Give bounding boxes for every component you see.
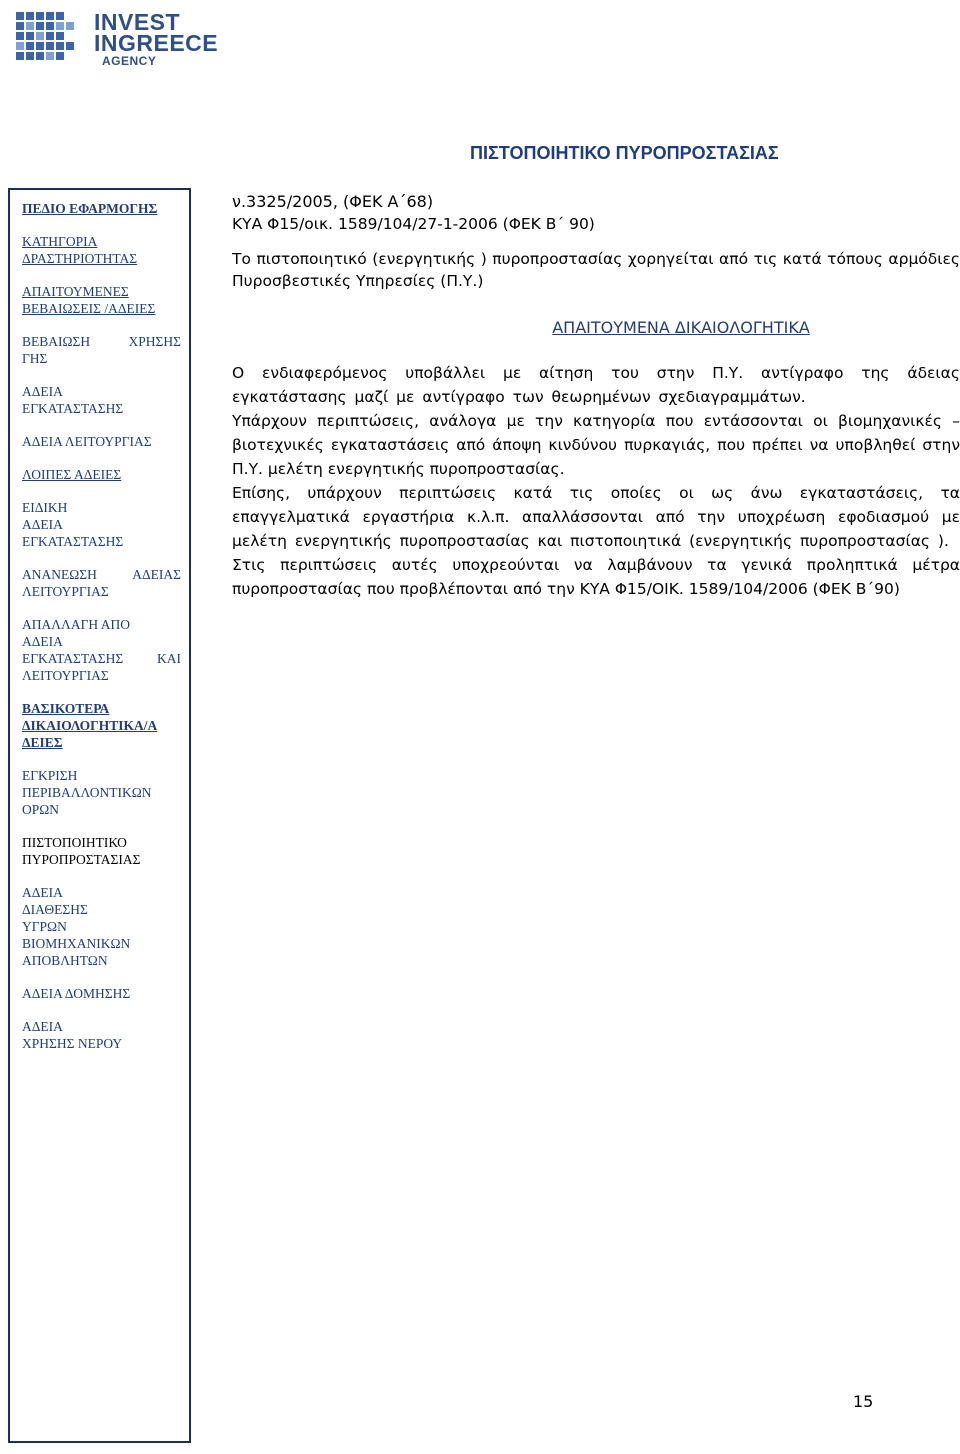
- sidebar-item-label: ΑΔΕΙΑ: [22, 634, 63, 649]
- sidebar-item-label: ΑΔΕΙΑ: [22, 1019, 63, 1034]
- sidebar-item-industrial-waste-permit[interactable]: [22, 884, 181, 969]
- logo-line-3: AGENCY: [102, 54, 157, 68]
- logo-wordmark: [94, 9, 219, 68]
- body-paragraph: Στις περιπτώσεις αυτές υποχρεούνται να λαμβάνουν τα γενικά προληπτικά μέτρα πυροπροστασίας που προβλέπονται από την ΚΥΑ Φ15/ΟΙΚ. 1589/104/2006 (ΦΕΚ Β΄90): [232, 556, 960, 598]
- sidebar-item-label: ΒΙΟΜΗΧΑΝΙΚΩΝ: [22, 936, 131, 951]
- sidebar-item-label: ΕΙΔΙΚΗ: [22, 500, 68, 515]
- sidebar-item-label: ΑΔΕΙΑ: [22, 885, 63, 900]
- sidebar-item-label: ΒΕΒΑΙΩΣΗ: [22, 334, 91, 349]
- sidebar-item-environmental-terms[interactable]: ΕΓΚΡΙΣΗ ΠΕΡΙΒΑΛΛΟΝΤΙΚΩΝ ΟΡΩΝ: [22, 768, 152, 817]
- sidebar-item-label: ΑΔΕΙΑΣ: [132, 567, 181, 582]
- sidebar-item-required-certificates[interactable]: ΑΠΑΙΤΟΥΜΕΝΕΣ ΒΕΒΑΙΩΣΕΙΣ /ΑΔΕΙΕΣ: [22, 284, 156, 316]
- sidebar-item-special-installation-permit[interactable]: [22, 499, 181, 550]
- sidebar-item-water-use-permit[interactable]: [22, 1018, 181, 1052]
- sidebar-item-label: ΥΓΡΩΝ: [22, 919, 67, 934]
- sidebar-navigation: [8, 188, 191, 1443]
- sidebar-item-scope[interactable]: ΠΕΔΙΟ ΕΦΑΡΜΟΓΗΣ: [22, 201, 158, 216]
- sidebar-item-label: ΛΕΙΤΟΥΡΓΙΑΣ: [22, 668, 109, 683]
- sidebar-item-label: ΧΡΗΣΗΣ: [128, 334, 181, 349]
- logo-line-1: INVEST: [94, 9, 181, 35]
- agency-emblem-icon: [14, 8, 80, 70]
- sidebar-item-activity-category[interactable]: ΚΑΤΗΓΟΡΙΑ ΔΡΑΣΤΗΡΙΟΤΗΤΑΣ: [22, 234, 138, 266]
- sidebar-item-label: ΚΑΙ: [157, 651, 181, 666]
- sidebar-item-label: ΑΔΕΙΑ: [22, 517, 63, 532]
- sidebar-item-label: ΧΡΗΣΗΣ ΝΕΡΟΥ: [22, 1036, 123, 1051]
- logo-line-2: INGREECE: [94, 30, 219, 56]
- main-content: [232, 190, 960, 601]
- sidebar-item-label: ΑΝΑΝΕΩΣΗ: [22, 567, 97, 582]
- intro-paragraph: Το πιστοποιητικό (ενεργητικής ) πυροπροστασίας χορηγείται από τις κατά τόπους αρμόδιες Πυροσβεστικές Υπηρεσίες (Π.Υ.): [232, 250, 960, 290]
- sidebar-item-label: ΔΙΑΘΕΣΗΣ: [22, 902, 88, 917]
- sidebar-item-label: ΛΕΙΤΟΥΡΓΙΑΣ: [22, 584, 109, 599]
- sidebar-item-label: ΑΠΟΒΛΗΤΩΝ: [22, 953, 108, 968]
- sidebar-item-label: ΕΓΚΑΤΑΣΤΑΣΗΣ: [22, 401, 124, 416]
- sidebar-item-label: ΑΠΑΛΛΑΓΗ ΑΠΟ: [22, 617, 131, 632]
- sidebar-item-permit-exemption[interactable]: [22, 616, 181, 684]
- sidebar-item-main-documents[interactable]: ΒΑΣΙΚΟΤΕΡΑ ΔΙΚΑΙΟΛΟΓΗΤΙΚΑ/Α ΔΕΙΕΣ: [22, 701, 158, 750]
- sidebar-item-label: ΓΗΣ: [22, 351, 48, 366]
- sidebar-item-permit-renewal[interactable]: [22, 566, 181, 600]
- body-paragraph: Ο ενδιαφερόμενος υποβάλλει με αίτηση του στην Π.Υ. αντίγραφο της άδειας εγκατάστασης μαζί με αντίγραφο των θεωρημένων σχεδιαγραμμάτων.: [232, 364, 960, 406]
- sidebar-item-installation-permit[interactable]: [22, 383, 181, 417]
- page-number: 15: [853, 1392, 874, 1411]
- sidebar-item-building-permit[interactable]: ΑΔΕΙΑ ΔΟΜΗΣΗΣ: [22, 986, 131, 1001]
- sidebar-item-other-permits[interactable]: ΛΟΙΠΕΣ ΑΔΕΙΕΣ: [22, 467, 122, 482]
- sidebar-item-fire-protection-certificate[interactable]: ΠΙΣΤΟΠΟΙΗΤΙΚΟ ΠΥΡΟΠΡΟΣΤΑΣΙΑΣ: [22, 835, 141, 867]
- law-reference-1: ν.3325/2005, (ΦΕΚ Α΄68): [232, 192, 434, 211]
- sidebar-item-operation-permit[interactable]: ΑΔΕΙΑ ΛΕΙΤΟΥΡΓΙΑΣ: [22, 434, 152, 449]
- law-reference-2: ΚΥΑ Φ15/οικ. 1589/104/27-1-2006 (ΦΕΚ Β΄ 90): [232, 215, 595, 233]
- section-title-required-documents: ΑΠΑΙΤΟΥΜΕΝΑ ΔΙΚΑΙΟΛΟΓΗΤΙΚΑ: [552, 318, 810, 337]
- sidebar-item-land-use-certificate[interactable]: [22, 333, 181, 367]
- page-title: ΠΙΣΤΟΠΟΙΗΤΙΚΟ ΠΥΡΟΠΡΟΣΤΑΣΙΑΣ: [470, 143, 779, 163]
- body-paragraph: Επίσης, υπάρχουν περιπτώσεις κατά τις οποίες οι ως άνω εγκαταστάσεις, τα επαγγελματικά εργαστήρια κ.λ.π. απαλλάσσονται από την υποχρέωση εφοδιασμού με μελέτη ενεργητικής πυροπροστασίας και πιστοποιητικά (ενεργητικής πυροπροστασίας ).: [232, 484, 960, 550]
- sidebar-item-label: ΑΔΕΙΑ: [22, 384, 63, 399]
- body-paragraph: Υπάρχουν περιπτώσεις, ανάλογα με την κατηγορία που εντάσσονται οι βιομηχανικές – βιοτεχνικές εγκαταστάσεις από άποψη κινδύνου πυρκαγιάς, που πρέπει να υποβληθεί στην Π.Υ. μελέτη ενεργητικής πυροπροστασίας.: [232, 412, 960, 478]
- invest-in-greece-logo: [14, 8, 224, 70]
- sidebar-item-label: ΕΓΚΑΤΑΣΤΑΣΗΣ: [22, 651, 124, 666]
- sidebar-item-label: ΕΓΚΑΤΑΣΤΑΣΗΣ: [22, 534, 124, 549]
